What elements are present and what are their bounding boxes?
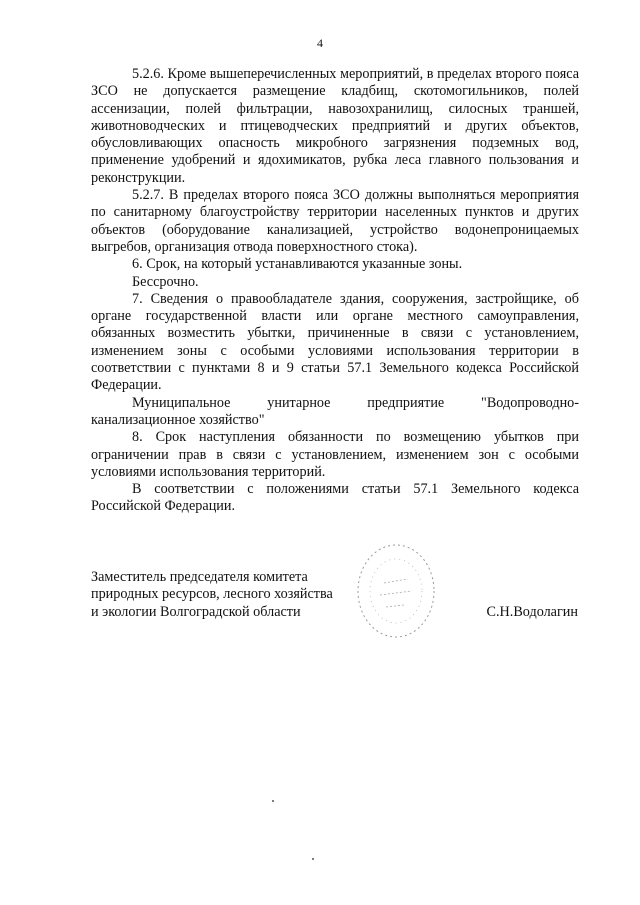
paragraph-6-heading: 6. Срок, на который устанавливаются указанные зоны.: [132, 256, 463, 273]
paragraph-5-2-6: 5.2.6. Кроме вышеперечисленных мероприятий, в пределах второго пояса ЗСО не допускается размещение кладбищ, скотомогильников, полей ассенизации, полей фильтрации, навозохранилищ, силосных траншей, животноводческих и птицеводческих предприятий и других объектов, обусловливающих опасность микробного загрязнения подземных вод, применение удобрений и ядохимикатов, рубка леса главного пользования и реконструкции.: [91, 66, 579, 186]
paragraph-7-value: Муниципальное унитарное предприятие "Водопроводно-канализационное хозяйство": [91, 394, 579, 428]
paragraph-5-2-7: 5.2.7. В пределах второго пояса ЗСО должны выполняться мероприятия по санитарному благоустройству территории населенных пунктов и других объектов (оборудование канализацией, устройство водонепроницаемых выгребов, организация отвода поверхностного стока).: [91, 187, 579, 255]
document-body: [91, 66, 579, 516]
scan-speck: [272, 800, 274, 802]
paragraph-8-heading: 8. Срок наступления обязанности по возмещению убытков при ограничении прав в связи с установлением, изменением зон с особыми условиями использования территорий.: [91, 429, 579, 480]
signatory-title-line: природных ресурсов, лесного хозяйства: [91, 586, 333, 603]
paragraph-6-value: Бессрочно.: [132, 273, 199, 290]
paragraph-8-value: В соответствии с положениями статьи 57.1 Земельного кодекса Российской Федерации.: [91, 481, 579, 515]
signature-block: [91, 569, 586, 621]
paragraph-7-heading: 7. Сведения о правообладателе здания, сооружения, застройщике, об органе государственной власти или органе местного самоуправления, обязанных возместить убытки, причиненные в связи с установлением, изменением зоны с особыми условиями использования территории в соответствии с пунктами 8 и 9 статьи 57.1 Земельного кодекса Российской Федерации.: [91, 290, 579, 394]
page-number: 4: [317, 36, 323, 50]
signatory-title-line: и экологии Волгоградской области: [91, 603, 301, 620]
signatory-name: С.Н.Водолагин: [486, 603, 578, 620]
scan-speck: [312, 858, 314, 860]
signatory-title-line: Заместитель председателя комитета: [91, 569, 308, 585]
